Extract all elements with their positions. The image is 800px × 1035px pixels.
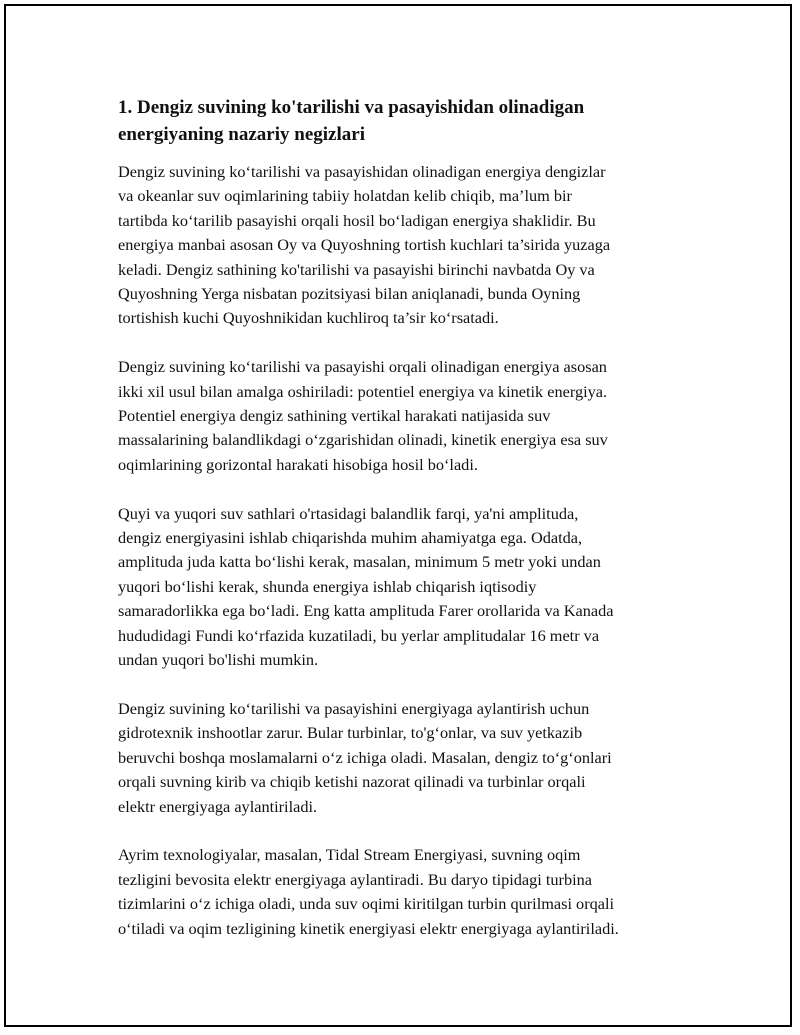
paragraph-1: Dengiz suvining ko‘tarilishi va pasayishidan olinadigan energiya dengizlar va okeanlar suv oqimlarining tabiiy holatdan kelib chiqib, ma’lum bir tartibda ko‘tarilib pasayishi orqali hosil bo‘ladigan energiya shaklidir. Bu energiya manbai asosan Oy va Quyoshning tortish kuchlari ta’sirida yuzaga keladi. Dengiz sathining ko'tarilishi va pasayishi birinchi navbatda Oy va Quyoshning Yerga nisbatan pozitsiyasi bilan aniqlanadi, bunda Oyning tortishish kuchi Quyoshnikidan kuchliroq ta’sir ko‘rsatadi. (118, 162, 611, 328)
paragraph-4: Dengiz suvining ko‘tarilishi va pasayishini energiyaga aylantirish uchun gidrotexnik inshootlar zarur. Bular turbinlar, to'g‘onlar, va suv yetkazib beruvchi boshqa moslamalarni o‘z ichiga oladi. Masalan, dengiz to‘g‘onlari orqali suvning kirib va chiqib ketishi nazorat qilinadi va turbinlar orqali elektr energiyaga aylantiriladi. (118, 698, 612, 816)
paragraph-2: Dengiz suvining ko‘tarilishi va pasayishi orqali olinadigan energiya asosan ikki xil usul bilan amalga oshiriladi: potentiel energiya va kinetik energiya. Potentiel energiya dengiz sathining vertikal harakati natijasida suv massalarining balandlikdagi o‘zgarishidan olinadi, kinetik energiya esa suv oqimlarining gorizontal harakati hisobiga hosil bo‘ladi. (118, 357, 608, 474)
section-heading: 1. Dengiz suvining ko'tarilishi va pasayishidan olinadigan energiyaning nazariy negizlari (118, 97, 585, 145)
paragraph-5: Ayrim texnologiyalar, masalan, Tidal Stream Energiyasi, suvning oqim tezligini bevosita elektr energiyaga aylantiradi. Bu daryo tipidagi turbina tizimlarini o‘z ichiga oladi, unda suv oqimi kiritilgan turbin qurilmasi orqali o‘tiladi va oqim tezligining kinetik energiyasi elektr energiyaga aylantiriladi. (118, 845, 619, 938)
document-body (118, 94, 688, 965)
paragraph-3: Quyi va yuqori suv sathlari o'rtasidagi balandlik farqi, ya'ni amplituda, dengiz energiyasini ishlab chiqarishda muhim ahamiyatga ega. Odatda, amplituda juda katta bo‘lishi kerak, masalan, minimum 5 metr yoki undan yuqori bo‘lishi kerak, shunda energiya ishlab chiqarish iqtisodiy samaradorlikka ega bo‘ladi. Eng katta amplituda Farer orollarida va Kanada hududidagi Fundi ko‘rfazida kuzatiladi, bu yerlar amplitudalar 16 metr va undan yuqori bo'lishi mumkin. (118, 503, 614, 670)
